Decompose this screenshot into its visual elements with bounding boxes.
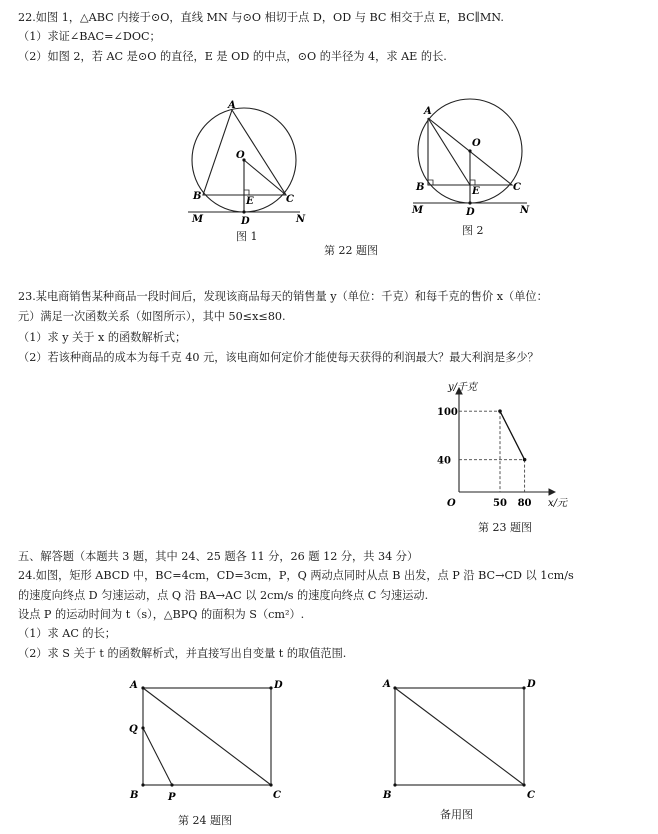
q23-stem-line1: 23.某电商销售某种商品一段时间后，发现该商品每天的销售量 y（单位：千克）和每千克的售价 x（单位： bbox=[18, 290, 548, 303]
fig1-label-o: O bbox=[236, 150, 245, 161]
q22-figure-caption: 第 22 题图 bbox=[324, 244, 378, 257]
q24-stem-line2: 的速度向终点 D 匀速运动，点 Q 沿 BA→AC 以 2cm/s 的速度向终点 C 匀速运动. bbox=[18, 589, 429, 602]
q22-part1: （1）求证∠BAC=∠DOC； bbox=[18, 30, 161, 43]
q23-part2: （2）若该种商品的成本为每千克 40 元，该电商如何定价才能使每天获得的利润最大？最大利润是多少？ bbox=[18, 351, 539, 364]
section5-header: 五、解答题（本题共 3 题，其中 24、25 题各 11 分，26 题 12 分，共 34 分） bbox=[18, 550, 419, 563]
fig24-diagonal-ac bbox=[143, 688, 271, 785]
fig2-label-e: E bbox=[472, 186, 480, 197]
fig24-label-c: C bbox=[273, 790, 281, 801]
chart-y-axis-label: y/千克 bbox=[448, 382, 478, 393]
fig1-label-n: N bbox=[296, 214, 306, 225]
q24-stem-line1: 24.如图，矩形 ABCD 中，BC=4cm，CD=3cm，P，Q 两动点同时从点 B 出发，点 P 沿 BC→CD 以 1cm/s bbox=[18, 569, 574, 582]
q24-part2: （2）求 S 关于 t 的函数解析式，并直接写出自变量 t 的取值范围. bbox=[18, 647, 347, 660]
fig2-label-m: M bbox=[412, 205, 424, 216]
spare-label-b: B bbox=[383, 790, 392, 801]
chart-x-axis-label: x/元 bbox=[548, 498, 568, 509]
q24-figure-caption: 第 24 题图 bbox=[178, 814, 232, 827]
fig24-label-a: A bbox=[130, 680, 138, 691]
fig1-label-m: M bbox=[192, 214, 204, 225]
fig2-label-n: N bbox=[520, 205, 530, 216]
chart-origin-label: O bbox=[447, 498, 456, 509]
fig1-label-c: C bbox=[286, 194, 294, 205]
fig24-label-b: B bbox=[130, 790, 139, 801]
spare-diagonal-ac bbox=[395, 688, 524, 785]
fig24-label-p: P bbox=[168, 792, 176, 803]
q22-fig1-caption: 图 1 bbox=[236, 230, 258, 243]
q24-stem-line3: 设点 P 的运动时间为 t（s），△BPQ 的面积为 S（cm²）. bbox=[18, 608, 305, 621]
q23-figure-caption: 第 23 题图 bbox=[478, 521, 532, 534]
spare-label-d: D bbox=[527, 679, 536, 690]
fig24-segment-qp bbox=[143, 728, 172, 785]
q22-part2: （2）如图 2，若 AC 是⊙O 的直径，E 是 OD 的中点，⊙O 的半径为 4，求 AE 的长. bbox=[18, 50, 447, 63]
fig2-label-a: A bbox=[424, 106, 432, 117]
fig24-label-q: Q bbox=[129, 724, 138, 735]
q23-stem-line2: 元）满足一次函数关系（如图所示），其中 50≤x≤80. bbox=[18, 310, 286, 323]
spare-label-c: C bbox=[527, 790, 535, 801]
chart-y-tick-label: 100 bbox=[437, 407, 458, 419]
chart-y-tick-label: 40 bbox=[437, 455, 451, 467]
q24-part1: （1）求 AC 的长； bbox=[18, 627, 116, 640]
fig2-label-b: B bbox=[416, 182, 425, 193]
fig1-label-d: D bbox=[241, 216, 250, 227]
fig1-label-a: A bbox=[228, 100, 236, 111]
spare-label-a: A bbox=[383, 679, 391, 690]
q23-part1: （1）求 y 关于 x 的函数解析式； bbox=[18, 331, 187, 344]
fig2-label-o: O bbox=[472, 138, 481, 149]
fig2-label-c: C bbox=[513, 182, 521, 193]
chart-x-tick-label: 50 bbox=[493, 498, 507, 509]
fig24-label-d: D bbox=[274, 680, 283, 691]
fig2-label-d: D bbox=[466, 207, 475, 218]
fig1-label-e: E bbox=[246, 196, 254, 207]
q22-fig2-caption: 图 2 bbox=[462, 224, 484, 237]
q24-spare-caption: 备用图 bbox=[440, 808, 473, 821]
chart-x-tick-label: 80 bbox=[517, 498, 532, 509]
q22-stem: 22.如图 1，△ABC 内接于⊙O，直线 MN 与⊙O 相切于点 D，OD 与 BC 相交于点 E，BC∥MN. bbox=[18, 11, 504, 24]
fig1-label-b: B bbox=[193, 191, 202, 202]
